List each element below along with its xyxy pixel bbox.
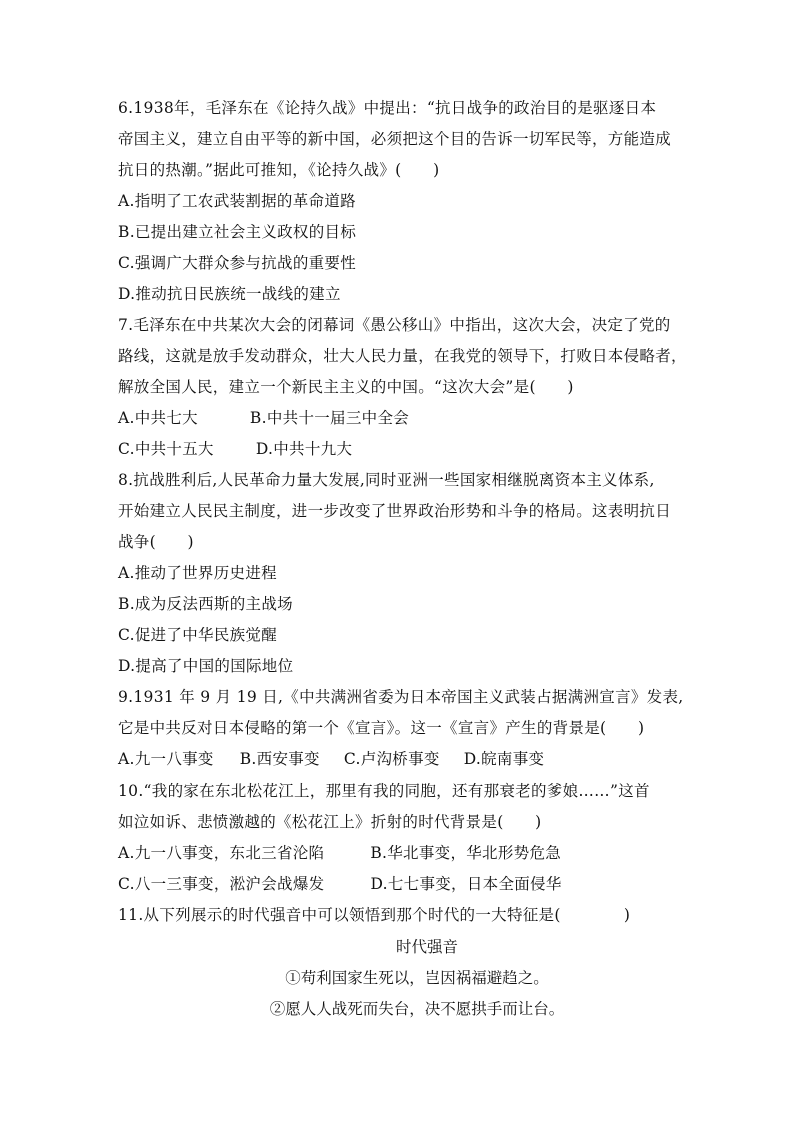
- q9-option-c: C.卢沟桥事变: [343, 750, 440, 768]
- q10-stem-line-2: 如泣如诉、悲愤激越的《松花江上》折射的时代背景是( ): [118, 813, 542, 831]
- q8-option-a: A.推动了世界历史进程: [118, 564, 277, 582]
- q7-stem-line-3: 解放全国人民，建立一个新民主主义的中国。“这次大会”是( ): [118, 378, 574, 396]
- q11-quote-1: ①苟利国家生死以，岂因祸福避趋之。: [285, 969, 549, 987]
- q8-stem-line-2: 开始建立人民民主制度，进一步改变了世界政治形势和斗争的格局。这表明抗日: [118, 502, 672, 520]
- q10-options-row-1: [118, 843, 561, 863]
- q7-option-b: B.中共十一届三中全会: [249, 409, 410, 427]
- q7-option-c: C.中共十五大: [118, 440, 214, 458]
- q7-stem-line-1: 7.毛泽东在中共某次大会的闭幕词《愚公移山》中指出，这次大会，决定了党的: [118, 316, 671, 334]
- q8-stem-line-1: 8.抗战胜利后,人民革命力量大发展,同时亚洲一些国家相继脱离资本主义体系,: [118, 471, 655, 489]
- q6-stem-line-3: 抗日的热潮。”据此可推知，《论持久战》( ): [118, 161, 440, 179]
- q9-option-d: D.皖南事变: [463, 750, 545, 768]
- q7-option-a: A.中共七大: [118, 409, 198, 427]
- q6-option-a: A.指明了工农武装割据的革命道路: [118, 192, 356, 210]
- q11-quote-2: ②愿人人战死而失台，决不愿拱手而让台。: [269, 1000, 565, 1018]
- q10-option-d: D.七七事变，日本全面侵华: [370, 875, 562, 893]
- q10-option-a: A.九一八事变，东北三省沦陷: [118, 844, 325, 862]
- q9-options-row: [118, 749, 544, 769]
- q6-stem-line-2: 帝国主义，建立自由平等的新中国，必须把这个目的告诉一切军民等，方能造成: [118, 130, 672, 148]
- q9-option-b: B.西安事变: [239, 750, 320, 768]
- q10-option-b: B.华北事变，华北形势危急: [370, 844, 562, 862]
- q11-box-title: 时代强音: [395, 938, 458, 956]
- q9-option-a: A.九一八事变: [118, 750, 214, 768]
- q11-stem-line-1: 11.从下列展示的时代强音中可以领悟到那个时代的一大特征是( ): [118, 906, 631, 924]
- q8-option-c: C.促进了中华民族觉醒: [118, 626, 278, 644]
- q10-stem-line-1: 10.“我的家在东北松花江上，那里有我的同胞，还有那衰老的爹娘……”这首: [118, 782, 650, 800]
- q10-options-row-2: [118, 874, 562, 894]
- q7-options-row-1: [118, 408, 409, 428]
- q7-stem-line-2: 路线，这就是放手发动群众，壮大人民力量，在我党的领导下，打败日本侵略者，: [118, 347, 687, 365]
- q8-stem-line-3: 战争( ): [118, 533, 194, 551]
- q9-stem-line-2: 它是中共反对日本侵略的第一个《宣言》。这一《宣言》产生的背景是( ): [118, 719, 645, 737]
- q6-option-c: C.强调广大群众参与抗战的重要性: [118, 254, 357, 272]
- q7-option-d: D.中共十九大: [255, 440, 353, 458]
- q7-options-row-2: [118, 439, 352, 459]
- q6-stem-line-1: 6.1938年，毛泽东在《论持久战》中提出：“抗日战争的政治目的是驱逐日本: [118, 99, 657, 117]
- q6-option-d: D.推动抗日民族统一战线的建立: [118, 285, 341, 303]
- q6-option-b: B.已提出建立社会主义政权的目标: [118, 223, 357, 241]
- q8-option-d: D.提高了中国的国际地位: [118, 657, 294, 675]
- q9-stem-line-1: 9.1931 年 9 月 19 日,《中共满洲省委为日本帝国主义武装占据满洲宣言》发表,: [118, 688, 684, 706]
- q10-option-c: C.八一三事变，淞沪会战爆发: [118, 875, 325, 893]
- q8-option-b: B.成为反法西斯的主战场: [118, 595, 293, 613]
